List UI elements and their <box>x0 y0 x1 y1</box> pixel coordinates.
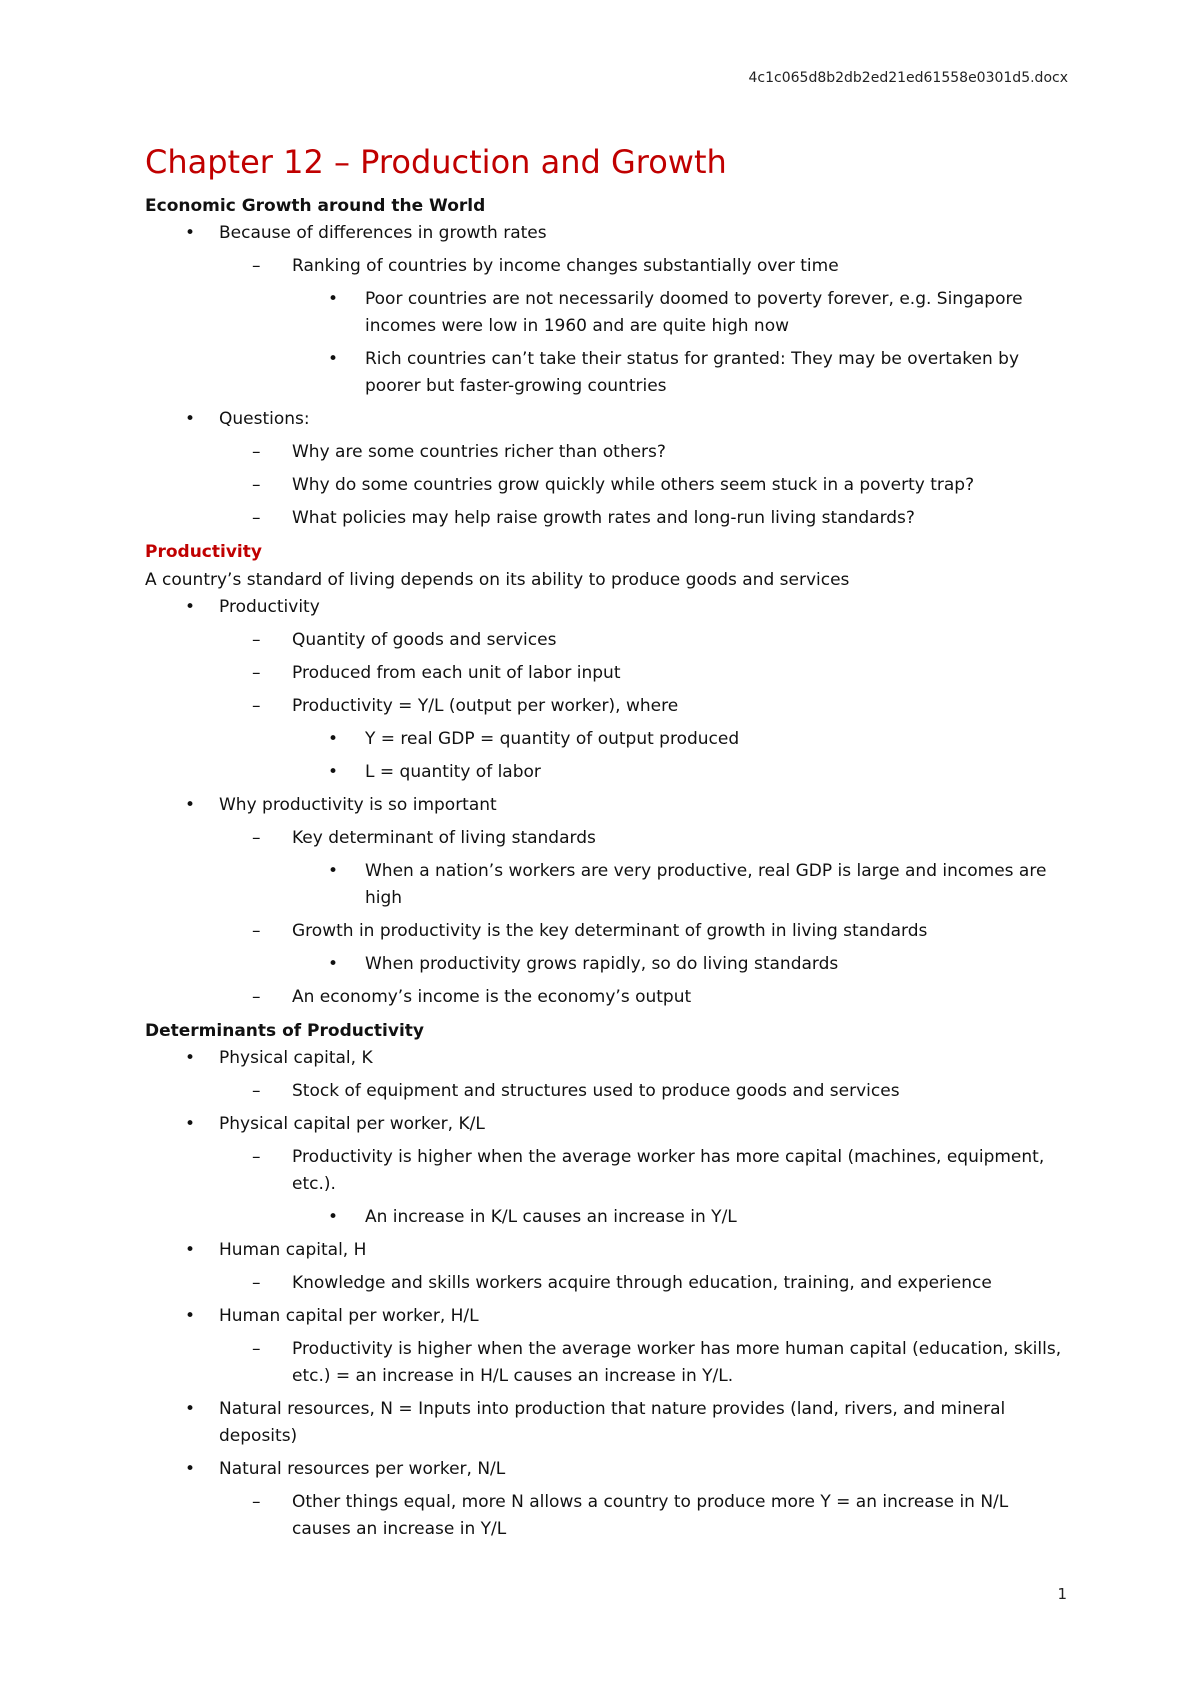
list-item-text: An increase in K/L causes an increase in Y/L <box>365 1207 737 1227</box>
list-item <box>145 1045 1065 1072</box>
list-item-text: Why do some countries grow quickly while others seem stuck in a poverty trap? <box>292 475 975 495</box>
list-item-text: Quantity of goods and services <box>292 630 557 650</box>
dash-marker: – <box>252 663 261 683</box>
dash-marker: – <box>252 1273 261 1293</box>
list-item-text: An economy’s income is the economy’s output <box>292 987 692 1007</box>
list-item-text: Because of differences in growth rates <box>219 223 547 243</box>
list-item-text: Productivity is higher when the average worker has more human capital (education, skills, etc.) = an increase in H/L causes an increase in Y/L. <box>292 1339 1062 1386</box>
list-item <box>145 792 1065 819</box>
list-item-text: Growth in productivity is the key determinant of growth in living standards <box>292 921 928 941</box>
bullet-marker: • <box>328 289 339 309</box>
bullet-marker: • <box>185 1459 196 1479</box>
dash-marker: – <box>252 696 261 716</box>
dash-marker: – <box>252 1147 261 1167</box>
list-item-text: Rich countries can’t take their status for granted: They may be overtaken by poorer but faster-growing countries <box>365 349 1020 396</box>
list-item <box>145 858 1065 912</box>
list-item <box>145 918 1065 945</box>
list-item <box>145 660 1065 687</box>
section <box>145 538 1065 1011</box>
document-body <box>145 140 1065 1549</box>
list-item <box>145 1144 1065 1198</box>
dash-marker: – <box>252 508 261 528</box>
list-item <box>145 1489 1065 1543</box>
bullet-marker: • <box>328 954 339 974</box>
list-item-text: Natural resources per worker, N/L <box>219 1459 506 1479</box>
list-item <box>145 984 1065 1011</box>
document-title: Chapter 12 – Production and Growth <box>145 143 727 181</box>
list-item <box>145 825 1065 852</box>
list-item-text: Stock of equipment and structures used to produce goods and services <box>292 1081 900 1101</box>
list-item <box>145 726 1065 753</box>
dash-marker: – <box>252 442 261 462</box>
list-item-text: Physical capital, K <box>219 1048 373 1068</box>
list-item <box>145 1336 1065 1390</box>
list-item-text: Other things equal, more N allows a country to produce more Y = an increase in N/L causes an increase in Y/L <box>292 1492 1009 1539</box>
list-item <box>145 472 1065 499</box>
list-item-text: Productivity is higher when the average worker has more capital (machines, equipment, etc.). <box>292 1147 1045 1194</box>
list-item-text: Y = real GDP = quantity of output produced <box>365 729 740 749</box>
bullet-marker: • <box>185 1399 196 1419</box>
dash-marker: – <box>252 475 261 495</box>
list-item <box>145 505 1065 532</box>
list-item <box>145 1456 1065 1483</box>
list-item <box>145 951 1065 978</box>
list-item <box>145 693 1065 720</box>
dash-marker: – <box>252 1081 261 1101</box>
list-item-text: Key determinant of living standards <box>292 828 596 848</box>
list-item <box>145 346 1065 400</box>
bullet-marker: • <box>185 795 196 815</box>
list-item <box>145 253 1065 280</box>
list-item-text: Why are some countries richer than others? <box>292 442 666 462</box>
list-item <box>145 220 1065 247</box>
dash-marker: – <box>252 921 261 941</box>
section-heading: Productivity <box>145 542 262 562</box>
list-item <box>145 286 1065 340</box>
dash-marker: – <box>252 630 261 650</box>
bullet-marker: • <box>185 1306 196 1326</box>
bullet-marker: • <box>328 861 339 881</box>
list-item-text: When productivity grows rapidly, so do living standards <box>365 954 839 974</box>
list-item-text: Produced from each unit of labor input <box>292 663 621 683</box>
list-item-text: What policies may help raise growth rates and long-run living standards? <box>292 508 915 528</box>
list-item-text: Knowledge and skills workers acquire through education, training, and experience <box>292 1273 992 1293</box>
bullet-marker: • <box>185 1240 196 1260</box>
document-filename: 4c1c065d8b2db2ed21ed61558e0301d5.docx <box>748 70 1068 86</box>
list-item <box>145 1396 1065 1450</box>
list-item <box>145 439 1065 466</box>
list-item-text: Poor countries are not necessarily doomed to poverty forever, e.g. Singapore incomes were low in 1960 and are quite high now <box>365 289 1023 336</box>
bullet-marker: • <box>328 729 339 749</box>
bullet-marker: • <box>185 223 196 243</box>
list-item <box>145 1270 1065 1297</box>
section-heading: Economic Growth around the World <box>145 196 486 216</box>
bullet-marker: • <box>328 762 339 782</box>
list-item <box>145 1237 1065 1264</box>
list-item <box>145 627 1065 654</box>
list-item-text: Why productivity is so important <box>219 795 497 815</box>
bullet-marker: • <box>185 597 196 617</box>
bullet-marker: • <box>185 1114 196 1134</box>
dash-marker: – <box>252 1339 261 1359</box>
bullet-marker: • <box>328 1207 339 1227</box>
page-number: 1 <box>1057 1585 1067 1603</box>
dash-marker: – <box>252 987 261 1007</box>
list-item <box>145 1111 1065 1138</box>
list-item-text: Questions: <box>219 409 310 429</box>
section-heading: Determinants of Productivity <box>145 1021 424 1041</box>
sections-container <box>145 192 1065 1543</box>
section <box>145 1017 1065 1543</box>
bullet-marker: • <box>328 349 339 369</box>
bullet-marker: • <box>185 409 196 429</box>
section-intro: A country’s standard of living depends on its ability to produce goods and services <box>145 570 850 590</box>
list-item <box>145 1078 1065 1105</box>
list-item-text: Productivity = Y/L (output per worker), where <box>292 696 679 716</box>
section <box>145 192 1065 532</box>
list-item <box>145 1303 1065 1330</box>
list-item <box>145 406 1065 433</box>
list-item <box>145 1204 1065 1231</box>
list-item-text: Human capital per worker, H/L <box>219 1306 479 1326</box>
list-item-text: Productivity <box>219 597 320 617</box>
dash-marker: – <box>252 1492 261 1512</box>
dash-marker: – <box>252 256 261 276</box>
list-item-text: Ranking of countries by income changes substantially over time <box>292 256 839 276</box>
dash-marker: – <box>252 828 261 848</box>
list-item-text: Physical capital per worker, K/L <box>219 1114 485 1134</box>
list-item-text: Human capital, H <box>219 1240 367 1260</box>
bullet-marker: • <box>185 1048 196 1068</box>
list-item-text: Natural resources, N = Inputs into production that nature provides (land, rivers, and mineral deposits) <box>219 1399 1006 1446</box>
list-item-text: When a nation’s workers are very productive, real GDP is large and incomes are high <box>365 861 1047 908</box>
list-item <box>145 594 1065 621</box>
list-item-text: L = quantity of labor <box>365 762 541 782</box>
list-item <box>145 759 1065 786</box>
